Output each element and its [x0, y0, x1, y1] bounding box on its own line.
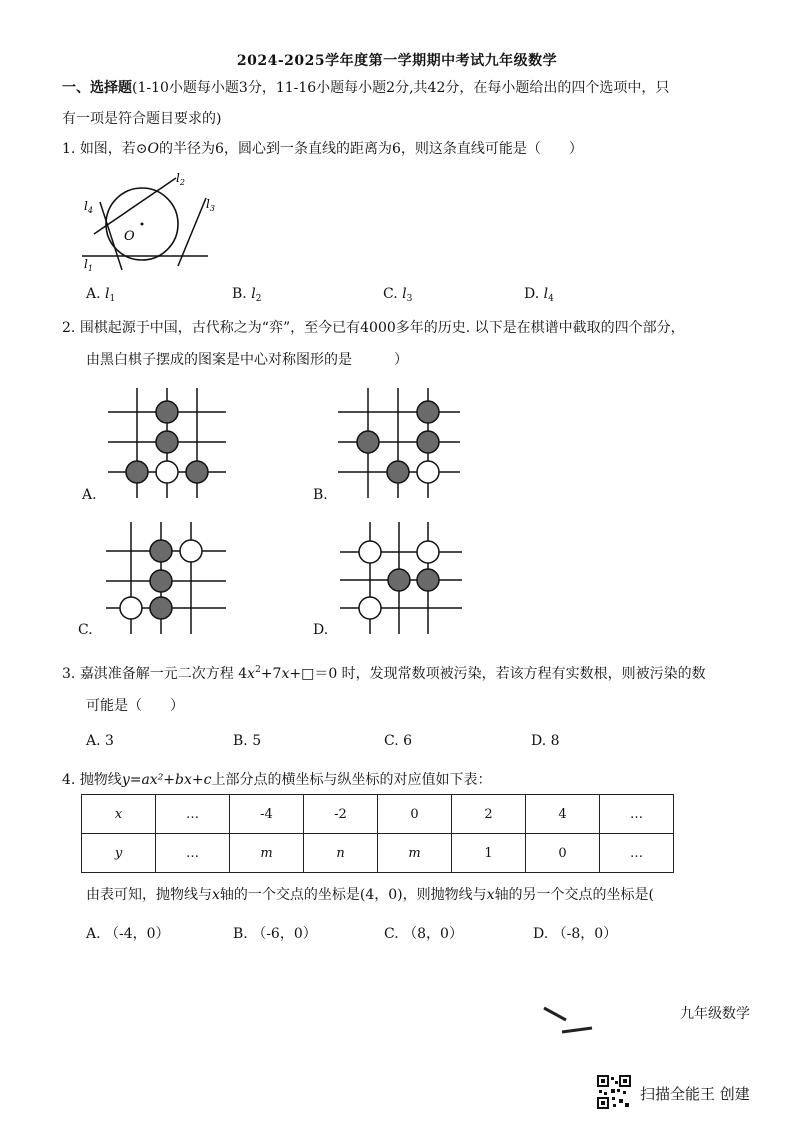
table-cell: -2	[304, 795, 378, 834]
table-cell: 0	[378, 795, 452, 834]
label-l2: $l_2$	[176, 171, 185, 187]
go-board-d	[340, 522, 465, 637]
q1-option-b[interactable]: B. $l_2$	[232, 286, 262, 304]
table-cell: 0	[526, 834, 600, 873]
table-cell: 2	[452, 795, 526, 834]
question-4-stem-cont: 由表可知，抛物线与x轴的一个交点的坐标是(4，0)，则抛物线与x轴的另一个交点的坐标是(	[86, 887, 655, 903]
q3-option-b[interactable]: B. 5	[233, 733, 262, 749]
section-heading-line	[62, 78, 669, 98]
table-cell: …	[600, 834, 674, 873]
go-board-b	[338, 388, 463, 503]
label-l3: $l_3$	[206, 197, 215, 213]
table-cell: m	[378, 834, 452, 873]
go-board-a	[108, 388, 228, 503]
q4-option-c[interactable]: C. （8，0）	[384, 926, 463, 942]
table-cell: 4	[526, 795, 600, 834]
label-l1: $l_1$	[84, 257, 93, 273]
question-4-stem: 4. 抛物线y=ax²+bx+c上部分点的横坐标与纵坐标的对应值如下表：	[62, 772, 492, 788]
question-3-number: 3.	[62, 666, 76, 682]
question-3-stem-cont: 可能是（ ）	[86, 698, 184, 714]
q2-option-b[interactable]: B.	[313, 487, 328, 503]
q2-option-a[interactable]: A.	[82, 487, 97, 503]
table-cell: x	[82, 795, 156, 834]
q1-option-d[interactable]: D. $l_4$	[524, 286, 554, 304]
table-cell: 1	[452, 834, 526, 873]
center-point	[141, 223, 144, 226]
q4-option-a[interactable]: A. （-4，0）	[86, 926, 170, 942]
grade-label: 九年级数学	[680, 1006, 750, 1022]
center-label: O	[124, 229, 135, 244]
section-description: (1-10小题每小题3分，11-16小题每小题2分,共42分，在每小题给出的四个选项中，只	[132, 80, 670, 96]
value-table	[81, 794, 674, 873]
parabola-equation: y=ax²+bx+c	[121, 772, 212, 788]
q1-option-c[interactable]: C. $l_3$	[383, 286, 413, 304]
question-1-number: 1.	[62, 141, 76, 157]
q1-option-a[interactable]: A. $l_1$	[86, 286, 116, 304]
table-cell: -4	[230, 795, 304, 834]
question-2-stem: 2. 围棋起源于中国，古代称之为“弈”，至今已有4000多年的历史. 以下是在棋谱中截取的四个部分，	[62, 320, 685, 336]
section-heading: 一、选择题	[62, 80, 132, 96]
table-cell: n	[304, 834, 378, 873]
label-l4: $l_4$	[84, 199, 93, 215]
q2-option-c[interactable]: C.	[78, 622, 93, 638]
question-1-stem: 1. 如图，若⊙O的半径为6，圆心到一条直线的距离为6，则这条直线可能是（ ）	[62, 141, 583, 157]
page-title: 2024-2025学年度第一学期期中考试九年级数学	[236, 53, 558, 69]
q4-option-b[interactable]: B. （-6，0）	[233, 926, 317, 942]
table-cell: …	[156, 795, 230, 834]
table-cell: m	[230, 834, 304, 873]
section-description-cont: 有一项是符合题目要求的)	[62, 111, 222, 127]
question-4-number: 4.	[62, 772, 76, 788]
q2-option-d[interactable]: D.	[313, 622, 329, 638]
qr-code-icon	[597, 1075, 631, 1109]
q3-option-a[interactable]: A. 3	[86, 733, 114, 749]
question-2-number: 2.	[62, 320, 76, 336]
question-3-stem: 3. 嘉淇准备解一元二次方程 $4x^2+7x+□=0$ 时，发现常数项被污染，若该方程有实数根，则被污染的数	[62, 665, 706, 682]
go-board-c	[106, 522, 231, 637]
q3-option-d[interactable]: D. 8	[531, 733, 560, 749]
question-1-figure	[78, 168, 228, 276]
scan-smudge	[540, 1000, 600, 1040]
q3-option-c[interactable]: C. 6	[384, 733, 413, 749]
line-l4	[100, 202, 122, 270]
table-cell: y	[82, 834, 156, 873]
q4-option-d[interactable]: D. （-8，0）	[533, 926, 618, 942]
table-cell: …	[600, 795, 674, 834]
table-row	[82, 834, 674, 873]
table-cell: …	[156, 834, 230, 873]
scanner-watermark: 扫描全能王 创建	[640, 1085, 750, 1103]
question-2-stem-cont: 由黑白棋子摆成的图案是中心对称图形的是 ）	[86, 352, 408, 368]
line-l2	[94, 178, 176, 234]
table-row	[82, 795, 674, 834]
